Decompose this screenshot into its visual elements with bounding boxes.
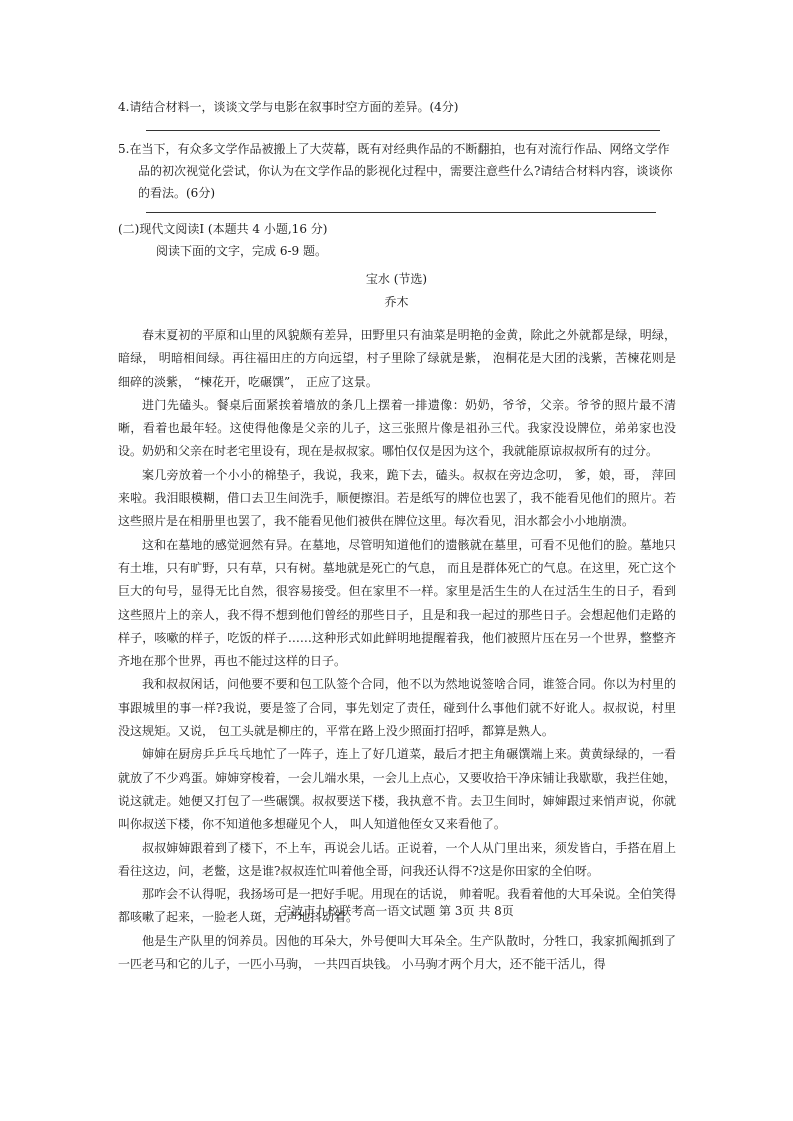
article-paragraph: 进门先磕头。餐桌后面紧挨着墙放的条几上摆着一排遗像：奶奶，爷爷，父亲。爷爷的照片最不清晰，看着也最年轻。这使得他像是父亲的儿子，这三张照片像是祖孙三代。我家没设牌位，弟弟家也没设。奶奶和父亲在时老宅里设有，现在是叔叔家。哪怕仅仅是因为这个，我就能原谅叔叔所有的过分。 xyxy=(118,397,676,459)
page-footer: 宁波市九校联考高一语文试题 第 3页 共 8页 xyxy=(279,904,514,918)
article-paragraph: 那咋会不认得呢，我扬场可是一把好手呢。用现在的话说， 帅着呢。我看着他的大耳朵说。全伯笑得都咳嗽了起来，一脸老人斑，无声地抖动着。 xyxy=(118,887,676,925)
article-paragraph: 婶婶在厨房乒乒乓乓地忙了一阵子，连上了好几道菜，最后才把主角碾馔端上来。黄黄绿绿的，一看就放了不少鸡蛋。婶婶穿梭着，一会儿端水果，一会儿上点心，又要收拾干净床铺让我歇歇，我拦住她，说这就走。她便又打包了一些碾馔。叔叔要送下楼，我执意不肯。去卫生间时，婶婶跟过来悄声说，你就叫你叔送下楼，你不知道他多想碰见个人， 叫人知道他侄女又来看他了。 xyxy=(118,747,676,832)
article-paragraph: 叔叔婶婶跟着到了楼下，不上车，再说会儿话。正说着，一个人从门里出来，须发皆白，手搭在眉上看往这边，问，老鳖，这是谁?叔叔连忙叫着他全哥，问我还认得不?这是你田家的全伯呀。 xyxy=(118,840,676,878)
article-paragraph: 这和在墓地的感觉迥然有异。在墓地，尽管明知道他们的遗骸就在墓里，可看不见他们的脸。墓地只有土堆，只有旷野，只有草，只有树。墓地就是死亡的气息， 而且是群体死亡的气息。在这里，死亡这个巨大的句号，显得无比自然，很容易接受。但在家里不一样。家里是活生生的人在过活生生的日子，看到这些照片上的亲人，我不得不想到他们曾经的那些日子，且是和我一起过的那些日子。会想起他们走路的样子，咳嗽的样子，吃饭的样子……这种形式如此鲜明地提醒着我，他们被照片压在另一个世界，整整齐齐地在那个世界，再也不能过这样的日子。 xyxy=(118,537,676,669)
article-paragraph: 案几旁放着一个小小的棉垫子，我说，我来，跪下去，磕头。叔叔在旁边念叨， 爹，娘，哥， 萍回来啦。我泪眼模糊，借口去卫生间洗手，顺便擦泪。若是纸写的牌位也罢了，我不能看见他们的照片。若这些照片是在相册里也罢了，我不能看见他们被供在牌位这里。每次看见，泪水都会小小地崩溃。 xyxy=(118,467,676,529)
article-body xyxy=(118,324,676,976)
answer-line-q5 xyxy=(146,212,656,213)
question-4-text: 4.请结合材料一，谈谈文学与电影在叙事时空方面的差异。(4分) xyxy=(118,100,459,114)
section-heading: (二)现代文阅读Ⅰ (本题共 4 小题,16 分) xyxy=(118,222,328,236)
reading-instruction: 阅读下面的文字，完成 6-9 题。 xyxy=(156,244,327,258)
article-paragraph: 我和叔叔闲话，问他要不要和包工队签个合同，他不以为然地说签啥合同，谁签合同。你以为村里的事跟城里的事一样?我说，要是签了合同，事先划定了责任，碰到什么事他们就不好讹人。叔叔说，村里没这规矩。又说， 包工头就是柳庄的，平常在路上没少照面打招呼，都算是熟人。 xyxy=(118,677,676,739)
question-4 xyxy=(118,96,678,118)
article-title: 宝水 (节选) xyxy=(365,272,428,286)
article-paragraph: 他是生产队里的饲养员。因他的耳朵大，外号便叫大耳朵全。生产队散时，分牲口，我家抓阄抓到了一匹老马和它的儿子，一匹小马驹， 一共四百块钱。 小马驹才两个月大，还不能干活儿，得 xyxy=(118,933,676,972)
answer-line-q4 xyxy=(146,130,660,131)
article-paragraph: 春末夏初的平原和山里的风貌颇有差异，田野里只有油菜是明艳的金黄，除此之外就都是绿，明绿，暗绿， 明暗相间绿。再往福田庄的方向远望，村子里除了绿就是紫， 泡桐花是大团的浅紫，苦楝花则是细碎的淡紫， “楝花开，吃碾馔”， 正应了这景。 xyxy=(118,328,676,389)
question-5 xyxy=(118,138,678,204)
question-5-text: 5.在当下，有众多文学作品被搬上了大荧幕，既有对经典作品的不断翻拍，也有对流行作品、网络文学作品的初次视觉化尝试，你认为在文学作品的影视化过程中，需要注意些什么?请结合材料内容，谈谈你的看法。(6分) xyxy=(118,142,673,200)
article-author: 乔木 xyxy=(384,295,409,309)
